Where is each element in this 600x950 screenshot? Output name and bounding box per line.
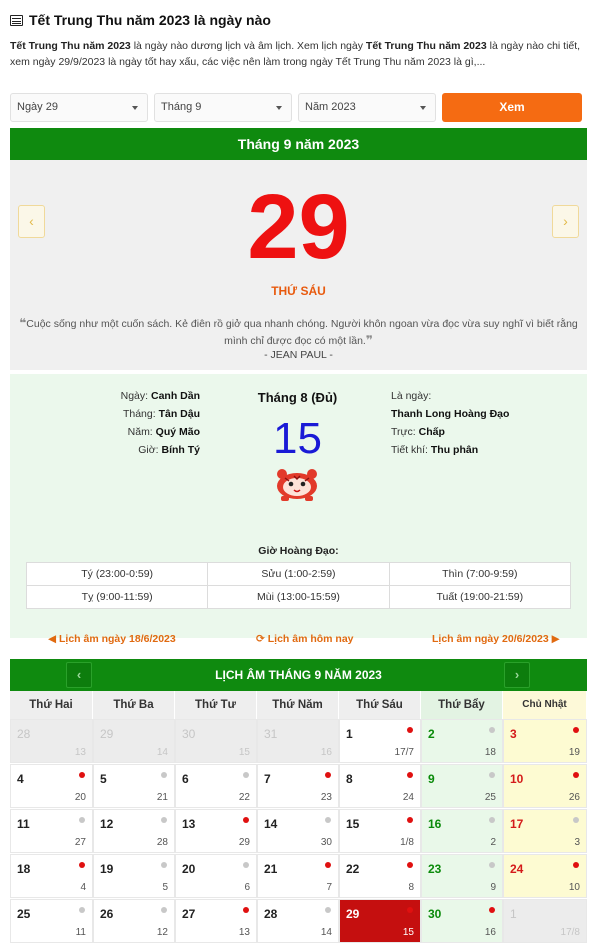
solar-date: 18 (17, 862, 31, 876)
lunar-date: 13 (238, 927, 250, 938)
quote-open-icon: ❝ (19, 316, 27, 330)
chevron-down-icon (132, 106, 138, 110)
solar-date: 12 (100, 817, 114, 831)
calendar-day[interactable] (503, 899, 587, 943)
lunar-date: 8 (408, 882, 414, 893)
calendar-day[interactable] (257, 899, 339, 943)
solar-date: 4 (17, 772, 24, 786)
prev-month-button[interactable] (66, 662, 92, 688)
solar-date: 14 (264, 817, 278, 831)
solar-date: 1 (510, 907, 517, 921)
gio-hoang-dao-table (26, 562, 571, 609)
calendar-day[interactable] (421, 854, 503, 898)
chevron-down-icon (276, 106, 282, 110)
solar-date: 8 (346, 772, 353, 786)
calendar-day[interactable] (503, 764, 587, 808)
neutral-day-dot-icon (243, 772, 249, 778)
neutral-day-dot-icon (79, 907, 85, 913)
solar-date: 3 (510, 727, 517, 741)
page-title: Tết Trung Thu năm 2023 là ngày nào (29, 12, 271, 28)
quote-author: - JEAN PAUL - (264, 349, 333, 361)
gio-cell: Tý (23:00-0:59) (27, 563, 208, 586)
calendar-day[interactable] (10, 809, 93, 853)
good-day-dot-icon (489, 907, 495, 913)
good-day-dot-icon (407, 907, 413, 913)
solar-date: 13 (182, 817, 196, 831)
solar-date: 31 (264, 727, 278, 741)
good-day-dot-icon (573, 862, 579, 868)
neutral-day-dot-icon (573, 817, 579, 823)
neutral-day-dot-icon (489, 727, 495, 733)
lunar-date: 16 (320, 747, 332, 758)
year-select[interactable]: Năm 2023 (298, 93, 436, 122)
lunar-date: 4 (80, 882, 86, 893)
lunar-year-canchi: Năm: Quý Mão (127, 426, 200, 438)
calendar-day[interactable] (93, 719, 175, 763)
solar-date: 10 (510, 772, 524, 786)
day-select[interactable]: Ngày 29 (10, 93, 148, 122)
circle-chevron-left-icon: ◀ (48, 633, 57, 645)
lunar-date: 29 (238, 837, 250, 848)
solar-date: 1 (346, 727, 353, 741)
calendar-day[interactable] (10, 764, 93, 808)
view-button[interactable]: Xem (442, 93, 582, 122)
solar-day-number: 29 (247, 176, 350, 278)
calendar-day[interactable] (93, 764, 175, 808)
calendar-day[interactable] (503, 854, 587, 898)
today-lunar-link[interactable]: ⟳ Lịch âm hôm nay (256, 633, 354, 645)
calendar-day[interactable] (257, 809, 339, 853)
good-day-dot-icon (407, 727, 413, 733)
gio-cell: Tuất (19:00-21:59) (389, 586, 570, 609)
truc-info: Trực: Chấp (391, 426, 445, 438)
lunar-date: 19 (568, 747, 580, 758)
calendar-day[interactable] (175, 809, 257, 853)
weekday-header: Thứ Sáu (339, 691, 421, 719)
neutral-day-dot-icon (489, 862, 495, 868)
calendar-day[interactable] (421, 809, 503, 853)
lunar-date: 14 (320, 927, 332, 938)
next-month-button[interactable] (504, 662, 530, 688)
chevron-left-icon: ‹ (76, 667, 82, 682)
calendar-day-today[interactable] (339, 899, 421, 943)
calendar-day[interactable] (257, 764, 339, 808)
solar-date: 22 (346, 862, 360, 876)
lunar-date: 26 (568, 792, 580, 803)
calendar-day[interactable] (10, 899, 93, 943)
lunar-date: 1/8 (400, 837, 414, 848)
calendar-day[interactable] (93, 854, 175, 898)
lunar-date: 10 (568, 882, 580, 893)
neutral-day-dot-icon (161, 817, 167, 823)
solar-date: 27 (182, 907, 196, 921)
gio-cell: Mùi (13:00-15:59) (208, 586, 389, 609)
solar-date: 5 (100, 772, 107, 786)
lunar-day-number: 15 (273, 414, 322, 463)
solar-date: 28 (264, 907, 278, 921)
gio-cell: Thìn (7:00-9:59) (389, 563, 570, 586)
lunar-date: 6 (244, 882, 250, 893)
weekday-header: Thứ Hai (10, 691, 93, 719)
good-day-dot-icon (573, 772, 579, 778)
weekday-header: Thứ Ba (93, 691, 175, 719)
lunar-panel (10, 374, 587, 638)
good-day-dot-icon (407, 817, 413, 823)
intro-text: Tết Trung Thu năm 2023 là ngày nào dương lịch và âm lịch. Xem lịch ngày Tết Trung Thu năm 2023 là ngày nào chi tiết, xem ngày 29/9/2023 là ngày tốt hay xấu, các việc nên làm trong ngày Tết Trung Thu năm 2023 là gì,... (10, 40, 581, 68)
lunar-date: 24 (402, 792, 414, 803)
lunar-date: 23 (320, 792, 332, 803)
solar-date: 29 (346, 907, 360, 921)
solar-date: 9 (428, 772, 435, 786)
lunar-date: 2 (490, 837, 496, 848)
calendar-day[interactable] (93, 899, 175, 943)
lunar-hour-canchi: Giờ: Bính Tý (138, 444, 200, 456)
good-day-dot-icon (325, 862, 331, 868)
calendar-day[interactable] (257, 854, 339, 898)
good-day-dot-icon (79, 862, 85, 868)
solar-date: 24 (510, 862, 524, 876)
neutral-day-dot-icon (161, 862, 167, 868)
lunar-day-canchi: Ngày: Canh Dần (120, 390, 200, 402)
good-day-dot-icon (573, 727, 579, 733)
lunar-date: 22 (238, 792, 250, 803)
solar-date: 23 (428, 862, 442, 876)
chevron-left-icon: ‹ (29, 213, 34, 229)
solar-date: 21 (264, 862, 278, 876)
calendar-day[interactable] (421, 899, 503, 943)
solar-date: 26 (100, 907, 114, 921)
calendar-day[interactable] (175, 854, 257, 898)
solar-date: 29 (100, 727, 114, 741)
lunar-date: 7 (326, 882, 332, 893)
calendar-day[interactable] (257, 719, 339, 763)
gio-hoang-dao-title: Giờ Hoàng Đạo: (258, 545, 339, 557)
solar-date: 20 (182, 862, 196, 876)
lunar-date: 15 (238, 747, 250, 758)
lunar-date: 15 (402, 927, 414, 938)
solar-date: 2 (428, 727, 435, 741)
neutral-day-dot-icon (489, 772, 495, 778)
solar-day-panel (10, 160, 587, 370)
month-select[interactable]: Tháng 9 (154, 93, 292, 122)
neutral-day-dot-icon (161, 907, 167, 913)
good-day-dot-icon (243, 907, 249, 913)
good-day-dot-icon (243, 817, 249, 823)
chevron-down-icon (420, 106, 426, 110)
solar-month-title: Tháng 9 năm 2023 (10, 128, 587, 160)
lunar-date: 3 (574, 837, 580, 848)
calendar-day[interactable] (503, 809, 587, 853)
good-day-dot-icon (325, 772, 331, 778)
lunar-month: Tháng 8 (Đủ) (257, 390, 338, 405)
calendar-title: LỊCH ÂM THÁNG 9 NĂM 2023 (215, 668, 382, 682)
lunar-date: 20 (74, 792, 86, 803)
calendar-header (10, 659, 587, 691)
next-lunar-link[interactable]: Lịch âm ngày 20/6/2023 ▶ (432, 633, 560, 645)
lunar-date: 25 (484, 792, 496, 803)
calendar-day[interactable] (339, 854, 421, 898)
lunar-date: 30 (320, 837, 332, 848)
tiet-khi-info: Tiết khí: Thu phân (391, 444, 479, 456)
lunar-date: 5 (162, 882, 168, 893)
lunar-date: 16 (484, 927, 496, 938)
quote: ❝Cuộc sống như một cuốn sách. Kẻ điên rồ giở qua nhanh chóng. Người khôn ngoan vừa đọc vừa suy nghĩ vì biết rằng mình chỉ được đọc có một lần.❞ (19, 316, 578, 347)
weekday-label: THỨ SÁU (271, 284, 326, 298)
page-header (10, 8, 590, 32)
prev-lunar-link[interactable]: ◀ Lịch âm ngày 18/6/2023 (48, 633, 176, 645)
neutral-day-dot-icon (325, 907, 331, 913)
gio-cell: Sửu (1:00-2:59) (208, 563, 389, 586)
solar-date: 16 (428, 817, 442, 831)
calendar-day[interactable] (339, 809, 421, 853)
quote-close-icon: ❞ (365, 333, 373, 347)
calendar-day[interactable] (339, 719, 421, 763)
lunar-date: 21 (156, 792, 168, 803)
solar-date: 7 (264, 772, 271, 786)
day-type-label: Là ngày: (391, 390, 432, 402)
lunar-date: 17/8 (560, 927, 580, 938)
neutral-day-dot-icon (79, 817, 85, 823)
solar-date: 17 (510, 817, 524, 831)
lunar-month-canchi: Tháng: Tân Dậu (122, 408, 200, 420)
gio-cell: Tỵ (9:00-11:59) (27, 586, 208, 609)
circle-chevron-right-icon: ▶ (551, 633, 560, 645)
calendar-day[interactable] (10, 854, 93, 898)
solar-date: 15 (346, 817, 360, 831)
good-day-dot-icon (407, 862, 413, 868)
solar-date: 11 (17, 817, 30, 831)
calendar-day[interactable] (93, 809, 175, 853)
calendar-day[interactable] (175, 764, 257, 808)
calendar-day[interactable] (421, 764, 503, 808)
weekday-header: Chủ Nhật (503, 691, 587, 719)
date-filter (10, 93, 590, 123)
lunar-date: 28 (156, 837, 168, 848)
neutral-day-dot-icon (489, 817, 495, 823)
neutral-day-dot-icon (325, 817, 331, 823)
newspaper-icon (10, 15, 23, 26)
solar-date: 30 (182, 727, 196, 741)
neutral-day-dot-icon (161, 772, 167, 778)
calendar-day[interactable] (175, 719, 257, 763)
lunar-date: 17/7 (394, 747, 414, 758)
lunar-date: 13 (74, 747, 86, 758)
solar-date: 25 (17, 907, 31, 921)
solar-date: 30 (428, 907, 442, 921)
refresh-icon: ⟳ (256, 633, 265, 645)
lunar-date: 27 (74, 837, 86, 848)
lunar-date: 14 (156, 747, 168, 758)
chevron-right-icon: › (514, 667, 520, 682)
solar-date: 28 (17, 727, 31, 741)
weekday-header: Thứ Năm (257, 691, 339, 719)
calendar-day[interactable] (10, 719, 93, 763)
lunar-date: 12 (156, 927, 168, 938)
lunar-date: 9 (490, 882, 496, 893)
calendar-day[interactable] (175, 899, 257, 943)
lunar-date: 11 (75, 927, 86, 938)
calendar-day[interactable] (503, 719, 587, 763)
chevron-right-icon: › (563, 213, 568, 229)
weekday-header: Thứ Tư (175, 691, 257, 719)
lunar-date: 18 (484, 747, 496, 758)
neutral-day-dot-icon (243, 862, 249, 868)
calendar-day[interactable] (339, 764, 421, 808)
day-type-value: Thanh Long Hoàng Đạo (391, 408, 510, 420)
good-day-dot-icon (407, 772, 413, 778)
calendar-day[interactable] (421, 719, 503, 763)
tiger-icon (272, 466, 322, 502)
good-day-dot-icon (79, 772, 85, 778)
solar-date: 6 (182, 772, 189, 786)
solar-date: 19 (100, 862, 114, 876)
weekday-header: Thứ Bẩy (421, 691, 503, 719)
